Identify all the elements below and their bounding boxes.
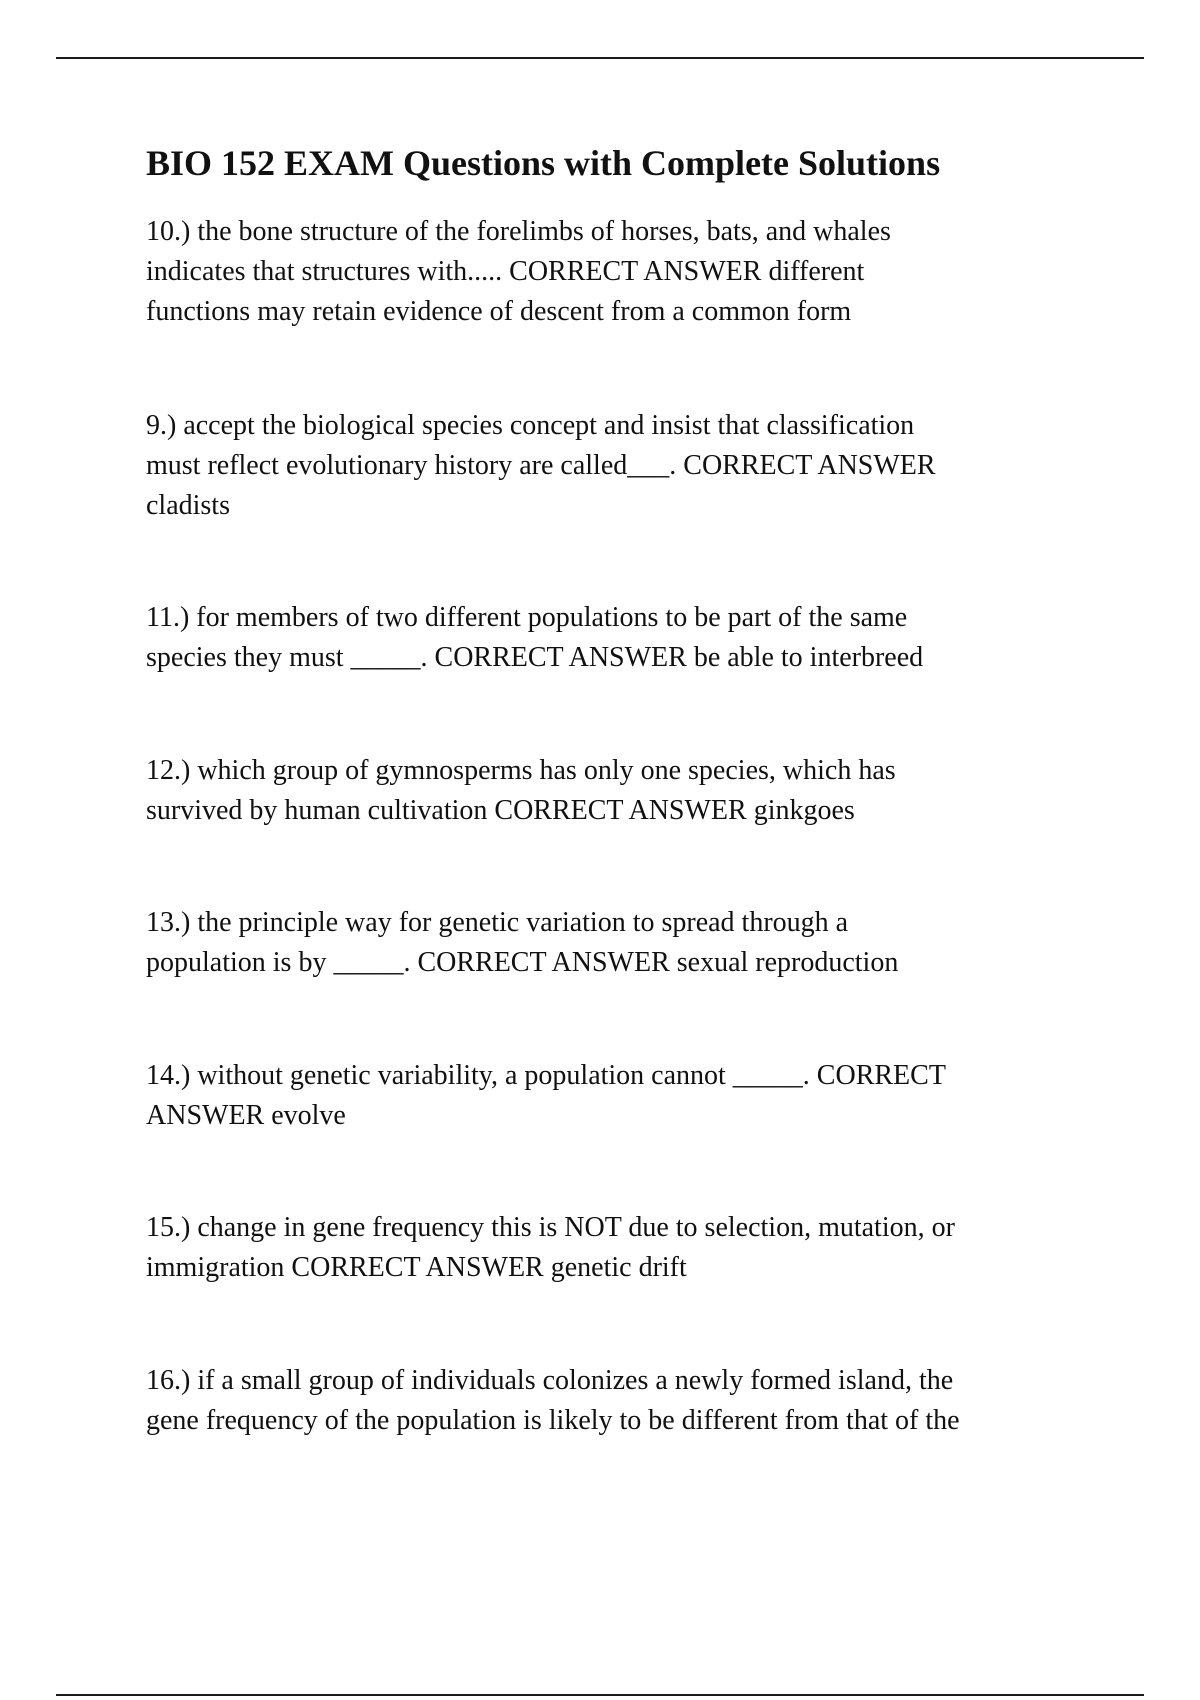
question-14: 14.) without genetic variability, a population cannot _____. CORRECT ANSWER evolve bbox=[146, 1060, 946, 1131]
footer-rule bbox=[56, 1694, 1144, 1696]
question-11: 11.) for members of two different populations to be part of the same species they must _____. CORRECT ANSWER be able to interbreed bbox=[146, 602, 924, 673]
question-12: 12.) which group of gymnosperms has only one species, which has survived by human cultivation CORRECT ANSWER ginkgoes bbox=[146, 755, 896, 826]
question-10: 10.) the bone structure of the forelimbs of horses, bats, and whales indicates that structures with..... CORRECT ANSWER different functions may retain evidence of descent from a common form bbox=[146, 216, 891, 327]
question-16: 16.) if a small group of individuals colonizes a newly formed island, the gene frequency of the population is likely to be different from that of the bbox=[146, 1365, 960, 1436]
document-title: BIO 152 EXAM Questions with Complete Solutions bbox=[146, 143, 941, 183]
document-body bbox=[146, 142, 1106, 1436]
header-rule bbox=[56, 57, 1144, 59]
question-9: 9.) accept the biological species concept and insist that classification must reflect evolutionary history are called___. CORRECT ANSWER cladists bbox=[146, 410, 936, 521]
question-15: 15.) change in gene frequency this is NOT due to selection, mutation, or immigration CORRECT ANSWER genetic drift bbox=[146, 1212, 955, 1283]
question-13: 13.) the principle way for genetic variation to spread through a population is by _____. CORRECT ANSWER sexual reproduction bbox=[146, 907, 899, 978]
